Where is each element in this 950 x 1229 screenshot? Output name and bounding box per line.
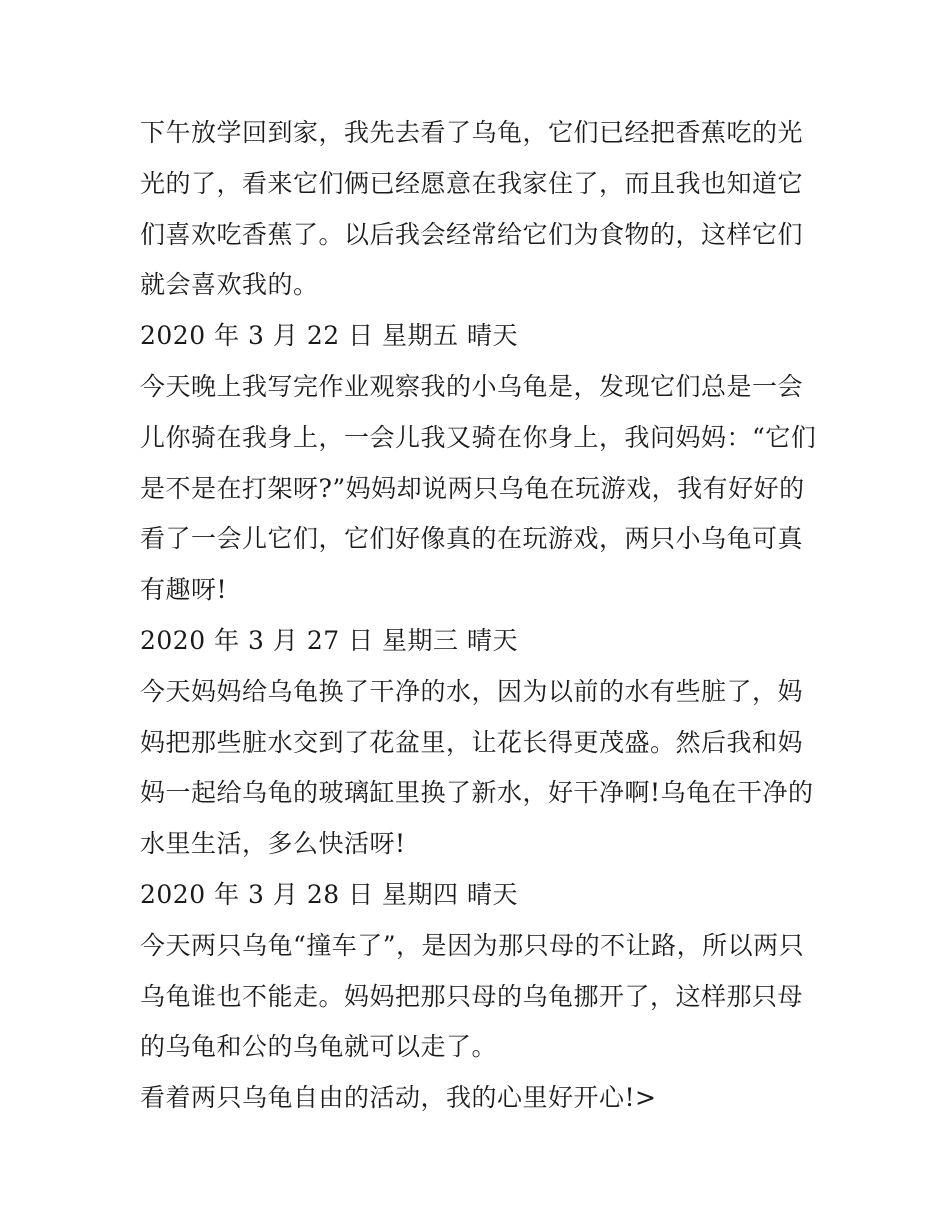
diary-paragraph: 今天妈妈给乌龟换了干净的水，因为以前的水有些脏了，妈妈把那些脏水交到了花盆里，让花长得更茂盛。然后我和妈妈一起给乌龟的玻璃缸里换了新水，好干净啊!乌龟在干净的水里生活，多么快活呀! — [140, 676, 814, 859]
diary-paragraph: 看着两只乌龟自由的活动，我的心里好开心!> — [140, 1083, 657, 1113]
entry-date-heading: 2020 年 3 月 28 日 星期四 晴天 — [140, 879, 518, 909]
entry-date-heading: 2020 年 3 月 22 日 星期五 晴天 — [140, 321, 518, 351]
document-page — [140, 108, 820, 1124]
entry-date-heading: 2020 年 3 月 27 日 星期三 晴天 — [140, 625, 518, 655]
diary-paragraph: 今天晚上我写完作业观察我的小乌龟是，发现它们总是一会儿你骑在我身上，一会儿我又骑在你身上，我问妈妈：“它们是不是在打架呀?”妈妈却说两只乌龟在玩游戏，我有好好的看了一会儿它们，它们好像真的在玩游戏，两只小乌龟可真有趣呀! — [140, 371, 817, 605]
diary-paragraph: 今天两只乌龟“撞车了”，是因为那只母的不让路，所以两只乌龟谁也不能走。妈妈把那只母的乌龟挪开了，这样那只母的乌龟和公的乌龟就可以走了。 — [140, 930, 805, 1062]
diary-paragraph: 下午放学回到家，我先去看了乌龟，它们已经把香蕉吃的光光的了，看来它们俩已经愿意在我家住了，而且我也知道它们喜欢吃香蕉了。以后我会经常给它们为食物的，这样它们就会喜欢我的。 — [140, 118, 804, 300]
